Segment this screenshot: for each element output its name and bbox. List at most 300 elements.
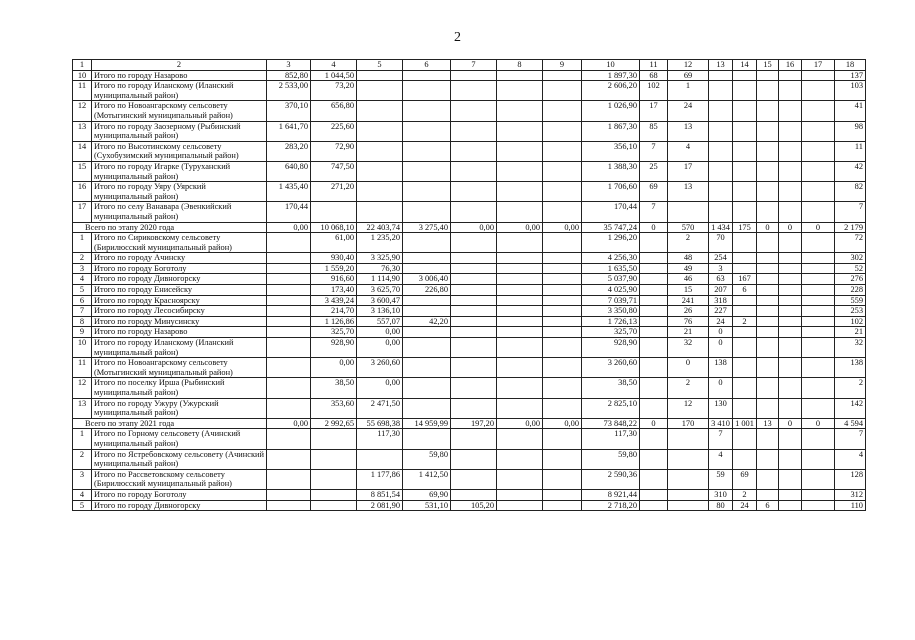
table-cell xyxy=(640,306,668,317)
table-cell: 0,00 xyxy=(497,418,543,429)
table-cell: 1 388,30 xyxy=(582,161,640,181)
table-cell xyxy=(802,316,835,327)
table-cell xyxy=(267,285,311,296)
header-cell: 16 xyxy=(779,60,802,71)
table-cell xyxy=(779,378,802,398)
table-cell xyxy=(779,101,802,121)
table-cell xyxy=(757,358,779,378)
table-cell xyxy=(733,449,757,469)
table-cell xyxy=(451,263,497,274)
table-cell xyxy=(640,233,668,253)
table-cell xyxy=(802,306,835,317)
row-name: Итого по поселку Ирша (Рыбинский муниципальный район) xyxy=(92,378,267,398)
table-cell: 1 412,50 xyxy=(403,469,451,489)
table-cell xyxy=(802,70,835,81)
table-cell xyxy=(733,202,757,222)
table-cell xyxy=(779,81,802,101)
table-cell: 22 403,74 xyxy=(357,222,403,233)
table-cell xyxy=(779,141,802,161)
table-row xyxy=(73,306,866,317)
table-cell: 0,00 xyxy=(267,418,311,429)
table-cell xyxy=(757,449,779,469)
table-cell: 7 xyxy=(835,202,866,222)
table-cell: 0 xyxy=(757,222,779,233)
row-number: 3 xyxy=(73,469,92,489)
table-cell xyxy=(709,182,733,202)
header-cell: 6 xyxy=(403,60,451,71)
row-number: 2 xyxy=(73,449,92,469)
header-cell: 5 xyxy=(357,60,403,71)
table-row xyxy=(73,161,866,181)
table-cell: 3 350,80 xyxy=(582,306,640,317)
table-cell xyxy=(733,295,757,306)
table-cell xyxy=(311,489,357,500)
table-cell: 13 xyxy=(668,182,709,202)
table-cell xyxy=(709,141,733,161)
table-cell xyxy=(779,398,802,418)
table-row xyxy=(73,202,866,222)
table-cell xyxy=(267,316,311,327)
table-cell xyxy=(640,295,668,306)
table-cell xyxy=(802,429,835,449)
table-cell xyxy=(779,233,802,253)
table-cell xyxy=(403,327,451,338)
table-cell xyxy=(403,398,451,418)
table-cell xyxy=(497,338,543,358)
table-cell: 3 600,47 xyxy=(357,295,403,306)
row-name: Итого по городу Ачинску xyxy=(92,253,267,264)
table-cell: 227 xyxy=(709,306,733,317)
table-cell xyxy=(543,81,582,101)
table-cell: 557,07 xyxy=(357,316,403,327)
row-name: Итого по городу Иланскому (Иланский муниципальный район) xyxy=(92,338,267,358)
table-cell xyxy=(757,121,779,141)
table-cell xyxy=(802,161,835,181)
table-cell xyxy=(640,429,668,449)
table-cell xyxy=(779,182,802,202)
table-cell: 61,00 xyxy=(311,233,357,253)
table-cell: 69 xyxy=(640,182,668,202)
table-cell: 3 260,60 xyxy=(582,358,640,378)
table-cell xyxy=(733,81,757,101)
row-name: Итого по городу Лесосибирску xyxy=(92,306,267,317)
table-row xyxy=(73,469,866,489)
table-cell: 0,00 xyxy=(497,222,543,233)
table-cell xyxy=(733,358,757,378)
table-cell xyxy=(802,358,835,378)
header-row xyxy=(73,60,866,71)
total-row xyxy=(73,222,866,233)
table-cell: 0 xyxy=(709,327,733,338)
table-cell: 3 275,40 xyxy=(403,222,451,233)
table-cell: 73,20 xyxy=(311,81,357,101)
table-cell: 0 xyxy=(709,378,733,398)
row-number: 1 xyxy=(73,429,92,449)
table-cell: 312 xyxy=(835,489,866,500)
table-cell: 254 xyxy=(709,253,733,264)
table-cell xyxy=(802,449,835,469)
table-cell: 3 136,10 xyxy=(357,306,403,317)
table-cell xyxy=(668,449,709,469)
table-cell: 4 025,90 xyxy=(582,285,640,296)
table-cell: 8 921,44 xyxy=(582,489,640,500)
row-number: 5 xyxy=(73,500,92,511)
table-cell: 117,30 xyxy=(582,429,640,449)
table-cell xyxy=(640,489,668,500)
table-row xyxy=(73,101,866,121)
table-cell xyxy=(267,327,311,338)
table-cell: 276 xyxy=(835,274,866,285)
row-name: Итого по городу Красноярску xyxy=(92,295,267,306)
table-cell: 916,60 xyxy=(311,274,357,285)
table-cell: 2 xyxy=(835,378,866,398)
table-cell: 69,90 xyxy=(403,489,451,500)
total-label: Всего по этапу 2021 года xyxy=(73,418,267,429)
table-cell xyxy=(311,202,357,222)
table-cell: 15 xyxy=(668,285,709,296)
table-cell xyxy=(779,121,802,141)
table-cell: 0,00 xyxy=(357,378,403,398)
table-cell: 80 xyxy=(709,500,733,511)
row-number: 5 xyxy=(73,285,92,296)
table-cell xyxy=(733,161,757,181)
table-cell xyxy=(640,358,668,378)
table-cell: 310 xyxy=(709,489,733,500)
table-cell: 271,20 xyxy=(311,182,357,202)
table-cell xyxy=(451,182,497,202)
table-cell xyxy=(267,274,311,285)
table-cell xyxy=(779,489,802,500)
table-cell xyxy=(757,233,779,253)
row-number: 11 xyxy=(73,358,92,378)
row-name: Итого по городу Назарово xyxy=(92,70,267,81)
table-cell xyxy=(451,398,497,418)
table-cell xyxy=(802,274,835,285)
table-row xyxy=(73,398,866,418)
table-cell: 226,80 xyxy=(403,285,451,296)
table-cell xyxy=(543,295,582,306)
table-cell: 3 260,60 xyxy=(357,358,403,378)
table-cell: 2 992,65 xyxy=(311,418,357,429)
row-name: Итого по городу Боготолу xyxy=(92,263,267,274)
table-cell xyxy=(757,274,779,285)
table-cell: 1 706,60 xyxy=(582,182,640,202)
table-cell xyxy=(267,338,311,358)
table-cell: 42,20 xyxy=(403,316,451,327)
table-row xyxy=(73,338,866,358)
table-cell xyxy=(802,182,835,202)
table-cell: 4 xyxy=(709,449,733,469)
table-cell xyxy=(497,161,543,181)
row-number: 13 xyxy=(73,121,92,141)
table-cell xyxy=(779,253,802,264)
table-cell xyxy=(543,378,582,398)
row-name: Итого по Сириковскому сельсовету (Бирилюсский муниципальный район) xyxy=(92,233,267,253)
table-cell xyxy=(267,469,311,489)
table-cell xyxy=(640,469,668,489)
table-cell xyxy=(733,141,757,161)
table-cell: 1 177,86 xyxy=(357,469,403,489)
table-cell: 68 xyxy=(640,70,668,81)
table-cell: 0,00 xyxy=(543,222,582,233)
row-number: 10 xyxy=(73,338,92,358)
table-cell: 142 xyxy=(835,398,866,418)
header-cell: 4 xyxy=(311,60,357,71)
table-cell xyxy=(757,141,779,161)
table-cell xyxy=(757,202,779,222)
table-cell xyxy=(757,429,779,449)
table-cell xyxy=(543,182,582,202)
table-cell: 1 235,20 xyxy=(357,233,403,253)
row-number: 11 xyxy=(73,81,92,101)
row-number: 14 xyxy=(73,141,92,161)
table-cell xyxy=(757,338,779,358)
table-cell xyxy=(640,500,668,511)
table-cell xyxy=(543,70,582,81)
table-cell xyxy=(451,327,497,338)
table-cell xyxy=(757,253,779,264)
table-cell: 3 xyxy=(709,263,733,274)
table-cell xyxy=(779,274,802,285)
table-cell: 3 006,40 xyxy=(403,274,451,285)
table-cell xyxy=(802,500,835,511)
table-cell xyxy=(640,253,668,264)
table-row xyxy=(73,70,866,81)
table-row xyxy=(73,182,866,202)
table-cell xyxy=(403,141,451,161)
table-cell: 7 xyxy=(835,429,866,449)
header-cell: 2 xyxy=(92,60,267,71)
table-cell: 24 xyxy=(668,101,709,121)
table-cell xyxy=(757,316,779,327)
table-cell: 72,90 xyxy=(311,141,357,161)
table-cell: 207 xyxy=(709,285,733,296)
table-cell: 2 xyxy=(733,489,757,500)
table-row xyxy=(73,489,866,500)
table-cell: 13 xyxy=(668,121,709,141)
table-cell xyxy=(451,358,497,378)
table-cell: 325,70 xyxy=(311,327,357,338)
table-cell: 8 851,54 xyxy=(357,489,403,500)
table-cell: 0,00 xyxy=(311,358,357,378)
row-number: 7 xyxy=(73,306,92,317)
table-cell xyxy=(543,253,582,264)
table-cell: 0 xyxy=(640,418,668,429)
table-cell xyxy=(267,500,311,511)
table-cell xyxy=(357,202,403,222)
table-row xyxy=(73,233,866,253)
table-cell xyxy=(497,398,543,418)
row-name: Итого по городу Дивногорску xyxy=(92,500,267,511)
table-cell xyxy=(267,253,311,264)
table-cell xyxy=(802,398,835,418)
table-cell xyxy=(733,253,757,264)
row-name: Итого по Рассветовскому сельсовету (Бирилюсский муниципальный район) xyxy=(92,469,267,489)
table-cell: 0 xyxy=(709,338,733,358)
table-row xyxy=(73,274,866,285)
row-number: 13 xyxy=(73,398,92,418)
table-cell: 17 xyxy=(640,101,668,121)
table-cell xyxy=(267,398,311,418)
table-cell xyxy=(668,202,709,222)
table-cell: 1 434 xyxy=(709,222,733,233)
table-cell xyxy=(497,202,543,222)
table-cell xyxy=(267,263,311,274)
row-name: Итого по Новоангарскому сельсовету (Мотыгинский муниципальный район) xyxy=(92,101,267,121)
table-cell: 4 xyxy=(835,449,866,469)
table-cell xyxy=(543,233,582,253)
header-cell: 8 xyxy=(497,60,543,71)
table-cell: 69 xyxy=(668,70,709,81)
table-cell: 13 xyxy=(757,418,779,429)
table-cell xyxy=(733,378,757,398)
table-cell xyxy=(451,306,497,317)
table-cell: 59,80 xyxy=(582,449,640,469)
table-cell xyxy=(802,81,835,101)
table-cell xyxy=(451,295,497,306)
table-cell xyxy=(802,121,835,141)
row-number: 1 xyxy=(73,233,92,253)
table-cell: 318 xyxy=(709,295,733,306)
table-cell xyxy=(403,202,451,222)
table-cell xyxy=(543,429,582,449)
table-cell xyxy=(668,489,709,500)
row-name: Итого по городу Дивногорску xyxy=(92,274,267,285)
table-cell xyxy=(779,327,802,338)
table-cell: 102 xyxy=(835,316,866,327)
table-row xyxy=(73,316,866,327)
table-cell xyxy=(802,285,835,296)
table-cell: 11 xyxy=(835,141,866,161)
table-cell xyxy=(403,358,451,378)
table-cell: 225,60 xyxy=(311,121,357,141)
table-cell xyxy=(357,449,403,469)
table-cell xyxy=(497,182,543,202)
table-cell: 640,80 xyxy=(267,161,311,181)
table-cell: 1 xyxy=(668,81,709,101)
row-name: Итого по Горному сельсовету (Ачинский муниципальный район) xyxy=(92,429,267,449)
table-cell: 73 848,22 xyxy=(582,418,640,429)
table-cell xyxy=(709,101,733,121)
row-number: 12 xyxy=(73,378,92,398)
table-cell: 2 718,20 xyxy=(582,500,640,511)
table-cell xyxy=(357,121,403,141)
table-cell xyxy=(802,338,835,358)
row-number: 6 xyxy=(73,295,92,306)
table-cell xyxy=(543,449,582,469)
table-cell: 24 xyxy=(733,500,757,511)
table-cell: 197,20 xyxy=(451,418,497,429)
table-cell: 1 044,50 xyxy=(311,70,357,81)
table-cell: 2 xyxy=(668,378,709,398)
table-cell: 138 xyxy=(835,358,866,378)
total-label: Всего по этапу 2020 года xyxy=(73,222,267,233)
table-cell: 2 179 xyxy=(835,222,866,233)
table-cell xyxy=(668,429,709,449)
table-cell xyxy=(640,263,668,274)
table-cell: 6 xyxy=(757,500,779,511)
table-cell xyxy=(757,101,779,121)
header-cell: 10 xyxy=(582,60,640,71)
table-cell xyxy=(311,469,357,489)
table-cell xyxy=(733,121,757,141)
total-row xyxy=(73,418,866,429)
table-cell: 4 xyxy=(668,141,709,161)
table-cell: 82 xyxy=(835,182,866,202)
table-cell: 0 xyxy=(779,222,802,233)
table-cell xyxy=(451,338,497,358)
table-cell xyxy=(709,70,733,81)
table-cell xyxy=(733,338,757,358)
table-cell xyxy=(451,378,497,398)
table-cell xyxy=(802,327,835,338)
table-cell xyxy=(543,274,582,285)
table-cell xyxy=(640,285,668,296)
table-cell: 70 xyxy=(709,233,733,253)
table-cell: 1 641,70 xyxy=(267,121,311,141)
page-number: 2 xyxy=(454,30,461,45)
table-cell xyxy=(802,233,835,253)
table-cell: 7 xyxy=(709,429,733,449)
table-cell xyxy=(267,306,311,317)
table-cell: 38,50 xyxy=(311,378,357,398)
table-cell xyxy=(709,202,733,222)
table-cell xyxy=(757,306,779,317)
table-cell xyxy=(779,429,802,449)
table-cell: 253 xyxy=(835,306,866,317)
row-number: 10 xyxy=(73,70,92,81)
row-number: 16 xyxy=(73,182,92,202)
table-cell xyxy=(543,500,582,511)
table-cell: 21 xyxy=(835,327,866,338)
table-cell xyxy=(403,101,451,121)
table-cell: 76 xyxy=(668,316,709,327)
table-cell xyxy=(357,70,403,81)
row-name: Итого по городу Боготолу xyxy=(92,489,267,500)
row-number: 17 xyxy=(73,202,92,222)
table-cell xyxy=(733,182,757,202)
table-cell xyxy=(497,233,543,253)
table-cell: 17 xyxy=(668,161,709,181)
table-cell: 2 xyxy=(668,233,709,253)
table-cell xyxy=(543,358,582,378)
table-cell xyxy=(357,81,403,101)
table-cell xyxy=(779,469,802,489)
table-cell xyxy=(779,161,802,181)
header-cell: 15 xyxy=(757,60,779,71)
table-cell: 130 xyxy=(709,398,733,418)
table-cell: 7 039,71 xyxy=(582,295,640,306)
header-cell: 17 xyxy=(802,60,835,71)
table-cell xyxy=(733,306,757,317)
table-cell xyxy=(733,398,757,418)
table-cell: 1 635,50 xyxy=(582,263,640,274)
table-cell: 25 xyxy=(640,161,668,181)
table-cell: 170,44 xyxy=(267,202,311,222)
table-cell: 6 xyxy=(733,285,757,296)
table-cell xyxy=(497,358,543,378)
table-cell: 167 xyxy=(733,274,757,285)
table-cell xyxy=(802,489,835,500)
table-cell xyxy=(497,316,543,327)
table-cell xyxy=(497,253,543,264)
table-cell: 49 xyxy=(668,263,709,274)
table-cell: 930,40 xyxy=(311,253,357,264)
table-cell xyxy=(497,263,543,274)
table-cell xyxy=(403,338,451,358)
row-name: Итого по Высотинскому сельсовету (Сухобузимский муниципальный район) xyxy=(92,141,267,161)
table-cell: 1 001 xyxy=(733,418,757,429)
